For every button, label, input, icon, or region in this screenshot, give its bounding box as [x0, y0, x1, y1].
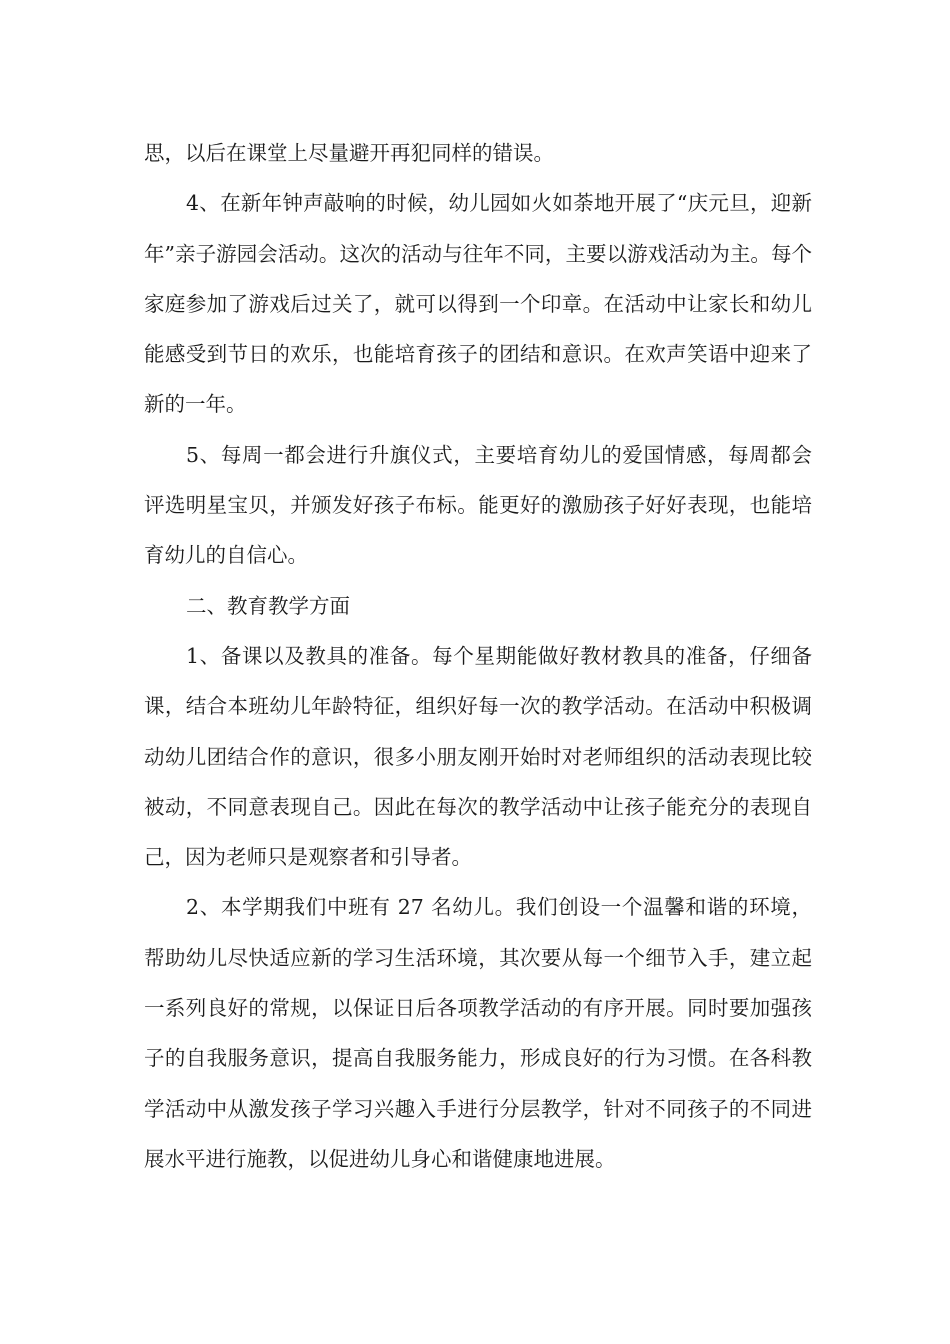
section-heading-teaching: 二、教育教学方面: [186, 593, 350, 618]
paragraph-flag-ceremony: 5、每周一都会进行升旗仪式，主要培育幼儿的爱国情感，每周都会评选明星宝贝，并颁发好孩子布标。能更好的激励孩子好好表现，也能培育幼儿的自信心。: [144, 442, 812, 568]
paragraph-class-environment: 2、本学期我们中班有 27 名幼儿。我们创设一个温馨和谐的环境，帮助幼儿尽快适应新的学习生活环境，其次要从每一个细节入手，建立起一系列良好的常规，以保证日后各项教学活动的有序开展。同时要加强孩子的自我服务意识，提高自我服务能力，形成良好的行为习惯。在各科教学活动中从激发孩子学习兴趣入手进行分层教学，针对不同孩子的不同进展水平进行施教，以促进幼儿身心和谐健康地进展。: [144, 895, 812, 1171]
document-body: [144, 128, 812, 1184]
paragraph-new-year-event: 4、在新年钟声敲响的时候，幼儿园如火如荼地开展了“庆元旦，迎新年”亲子游园会活动。这次的活动与往年不同，主要以游戏活动为主。每个家庭参加了游戏后过关了，就可以得到一个印章。在活动中让家长和幼儿能感受到节日的欢乐，也能培育孩子的团结和意识。在欢声笑语中迎来了新的一年。: [144, 191, 812, 417]
paragraph-continuation: 思，以后在课堂上尽量避开再犯同样的错误。: [144, 141, 554, 165]
paragraph-lesson-preparation: 1、备课以及教具的准备。每个星期能做好教材教具的准备，仔细备课，结合本班幼儿年龄特征，组织好每一次的教学活动。在活动中积极调动幼儿团结合作的意识，很多小朋友刚开始时对老师组织的活动表现比较被动，不同意表现自己。因此在每次的教学活动中让孩子能充分的表现自己，因为老师只是观察者和引导者。: [144, 643, 812, 870]
